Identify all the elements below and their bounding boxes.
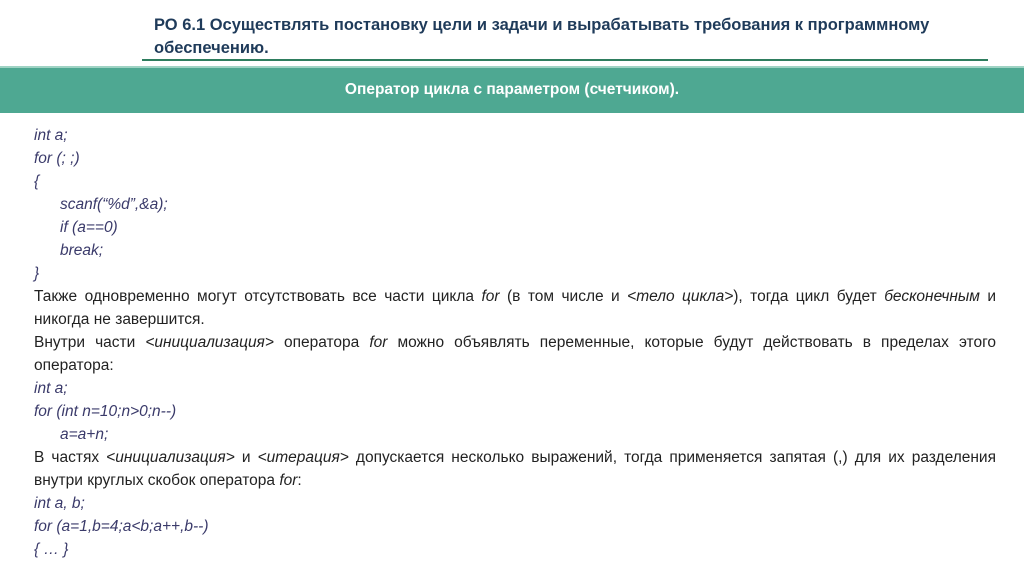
text: ), тогда цикл будет [733,288,885,305]
term-init: <инициализация> [106,449,235,466]
term-init: <инициализация> [145,334,274,351]
banner-title: Оператор цикла с параметром (счетчиком). [344,81,680,98]
code-line: scanf(“%d”,&a); [60,196,168,213]
code-line: } [34,265,40,282]
paragraph-comma-operator [34,446,996,492]
code-line: break; [60,242,104,259]
paragraph-init-declarations [34,331,996,377]
text: Внутри части [34,334,146,351]
text: В частях [34,449,107,466]
slide-title: РО 6.1 Осуществлять постановку цели и задачи и вырабатывать требования к программному обеспечению. [154,16,930,57]
text: оператора [273,334,370,351]
keyword-for: for [481,288,500,305]
code-line: for (a=1,b=4;a<b;a++,b--) [34,518,209,535]
text: и никогда не завершится. [34,288,997,328]
section-banner [0,66,1024,113]
text: можно объявлять переменные, которые будут действовать в пределах этого оператора: [34,334,996,374]
code-line: if (a==0) [60,219,118,236]
keyword-for: for [279,472,298,489]
code-line: int a; [34,127,68,144]
text: : [297,472,302,489]
text: и [234,449,258,466]
code-line: int a; [34,380,68,397]
code-line: for (; ;) [34,150,80,167]
text: (в том числе и [499,288,628,305]
slide-content [34,124,996,561]
text: допускается несколько выражений, тогда применяется запятая (,) для их разделения внутри круглых скобок оператора [34,449,996,489]
text: Также одновременно могут отсутствовать все части цикла [34,288,482,305]
code-line: for (int n=10;n>0;n--) [34,403,177,420]
code-line: { … } [34,541,69,558]
code-line: int a, b; [34,495,85,512]
term-loop-body: <тело цикла> [627,288,734,305]
term-iteration: <итерация> [257,449,349,466]
title-underline [142,59,988,61]
code-line: a=a+n; [60,426,109,443]
keyword-for: for [369,334,388,351]
code-line: { [34,173,40,190]
term-infinite: бесконечным [884,288,980,305]
paragraph-infinite-loop [34,285,996,331]
